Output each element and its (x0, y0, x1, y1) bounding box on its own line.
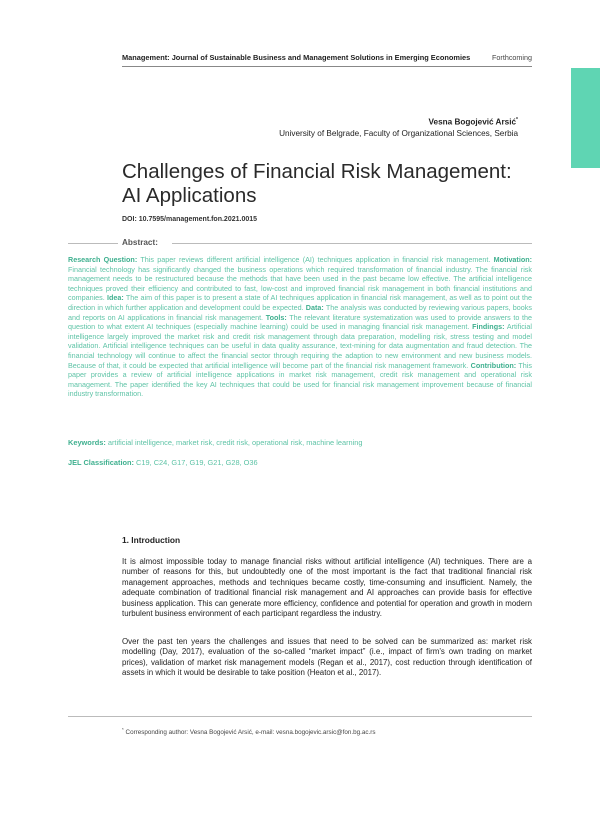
tools-label: Tools: (265, 312, 287, 322)
author-block (279, 115, 518, 139)
findings-label: Findings: (472, 322, 505, 332)
title-line-2: AI Applications (122, 184, 257, 207)
accent-tab (571, 68, 600, 168)
intro-paragraph-2: Over the past ten years the challenges and issues that need to be solved can be summarized as: market risk modelling (Day, 2017), evaluation of the so-called “market impact” (i.e., impact of firm’s own trading on market prices), validation of market risk management models (Regan et al., 2017), cost reduction through identification of assets in which it would be desirable to take position (Heaton et al., 2017). (122, 637, 532, 678)
contribution-text: This paper provides a review of artificial intelligence applications in market risk management, credit risk management and operational risk management. The paper identified the key AI techniques that could be used for financial risk management improvement because of financial industry transformation. (68, 360, 532, 399)
contribution-label: Contribution: (470, 360, 517, 370)
research-question-text: This paper reviews different artificial intelligence (AI) techniques application in financial risk management. (137, 255, 494, 264)
motivation-label: Motivation: (493, 255, 532, 264)
author-marker: * (516, 117, 518, 123)
research-question-label: Research Question: (68, 255, 138, 264)
author-name-line (279, 115, 518, 128)
abstract-rule-right (172, 243, 532, 244)
footnote-divider (68, 716, 532, 717)
author-affiliation: University of Belgrade, Faculty of Organizational Sciences, Serbia (279, 128, 518, 138)
keywords-label: Keywords: (68, 438, 106, 447)
idea-label: Idea: (107, 293, 124, 303)
jel-value: C19, C24, G17, G19, G21, G28, O36 (134, 458, 258, 467)
section-heading: 1. Introduction (122, 535, 181, 545)
findings-text: Artificial intelligence largely improved the market risk and credit risk management through data preparation, modelling risk, stress testing and model validation. Artificial intelligence techniques can be useful in data quality assurance, text-mining for data augmentation and fraud detection. The financial technology will continue to affect the financial sector through requiring the adaption to new environment and new business models. Because of that, it could be expected that artificial intelligence will become part of the financial risk management framework. (68, 322, 532, 370)
idea-text: The aim of this paper is to present a state of AI techniques application in financial risk management, as well as to point out the direction in which further application and development could be expected. (68, 293, 532, 312)
doi: DOI: 10.7595/management.fon.2021.0015 (122, 216, 258, 223)
jel-classification (68, 458, 532, 468)
keywords-value: artificial intelligence, market risk, credit risk, operational risk, machine learning (105, 438, 363, 447)
data-label: Data: (305, 302, 324, 312)
abstract-rule-left (68, 243, 118, 244)
footnote-marker: * (122, 727, 124, 732)
footnote (122, 727, 532, 736)
data-text: The analysis was conducted by reviewing various papers, books and reports on AI applications in financial risk management. (68, 302, 532, 322)
motivation-text: Financial technology has significantly changed the business operations which required transformation of financial industry. The financial risk management needs to be restructured because the methods that have been used in the past became low effective. The artificial intelligence techniques proved their efficiency and contributed to fast, low-cost and improved financial risk management in both financial institutions and companies. (68, 264, 532, 303)
intro-paragraph-1: It is almost impossible today to manage financial risks without artificial intelligence (AI) techniques. There are a number of reasons for this, but undoubtedly one of the most important is the fact that traditional financial risk management approaches, methods and techniques became costly, time-consuming and insufficient. Namely, the adequate combination of traditional financial risk management and AI approaches can provide basis for effective business application. This can generate more efficiency, confidence and potential for operation and growth in modern turbulent business environment of each participant regardless the industry. (122, 557, 532, 619)
footnote-text: Corresponding author: Vesna Bogojević Arsić, e-mail: vesna.bogojevic.arsic@fon.bg.ac.rs (123, 729, 376, 737)
title-line-1: Challenges of Financial Risk Management: (122, 160, 512, 183)
paper-title (122, 160, 532, 208)
publication-status: Forthcoming (492, 53, 532, 62)
author-name: Vesna Bogojević Arsić (428, 117, 517, 127)
header-divider (122, 66, 532, 67)
abstract-heading-row (68, 238, 532, 248)
abstract-body (68, 255, 532, 399)
journal-name: Management: Journal of Sustainable Business and Management Solutions in Emerging Economies (122, 53, 471, 62)
journal-header (122, 53, 532, 62)
jel-label: JEL Classification: (68, 458, 134, 467)
abstract-heading: Abstract: (122, 238, 158, 247)
tools-text: The relevant literature systematization was used to provide answers to the question to what extent AI techniques (especially machine learning) could be used in managing financial risk management. (68, 312, 532, 332)
keywords (68, 438, 532, 448)
